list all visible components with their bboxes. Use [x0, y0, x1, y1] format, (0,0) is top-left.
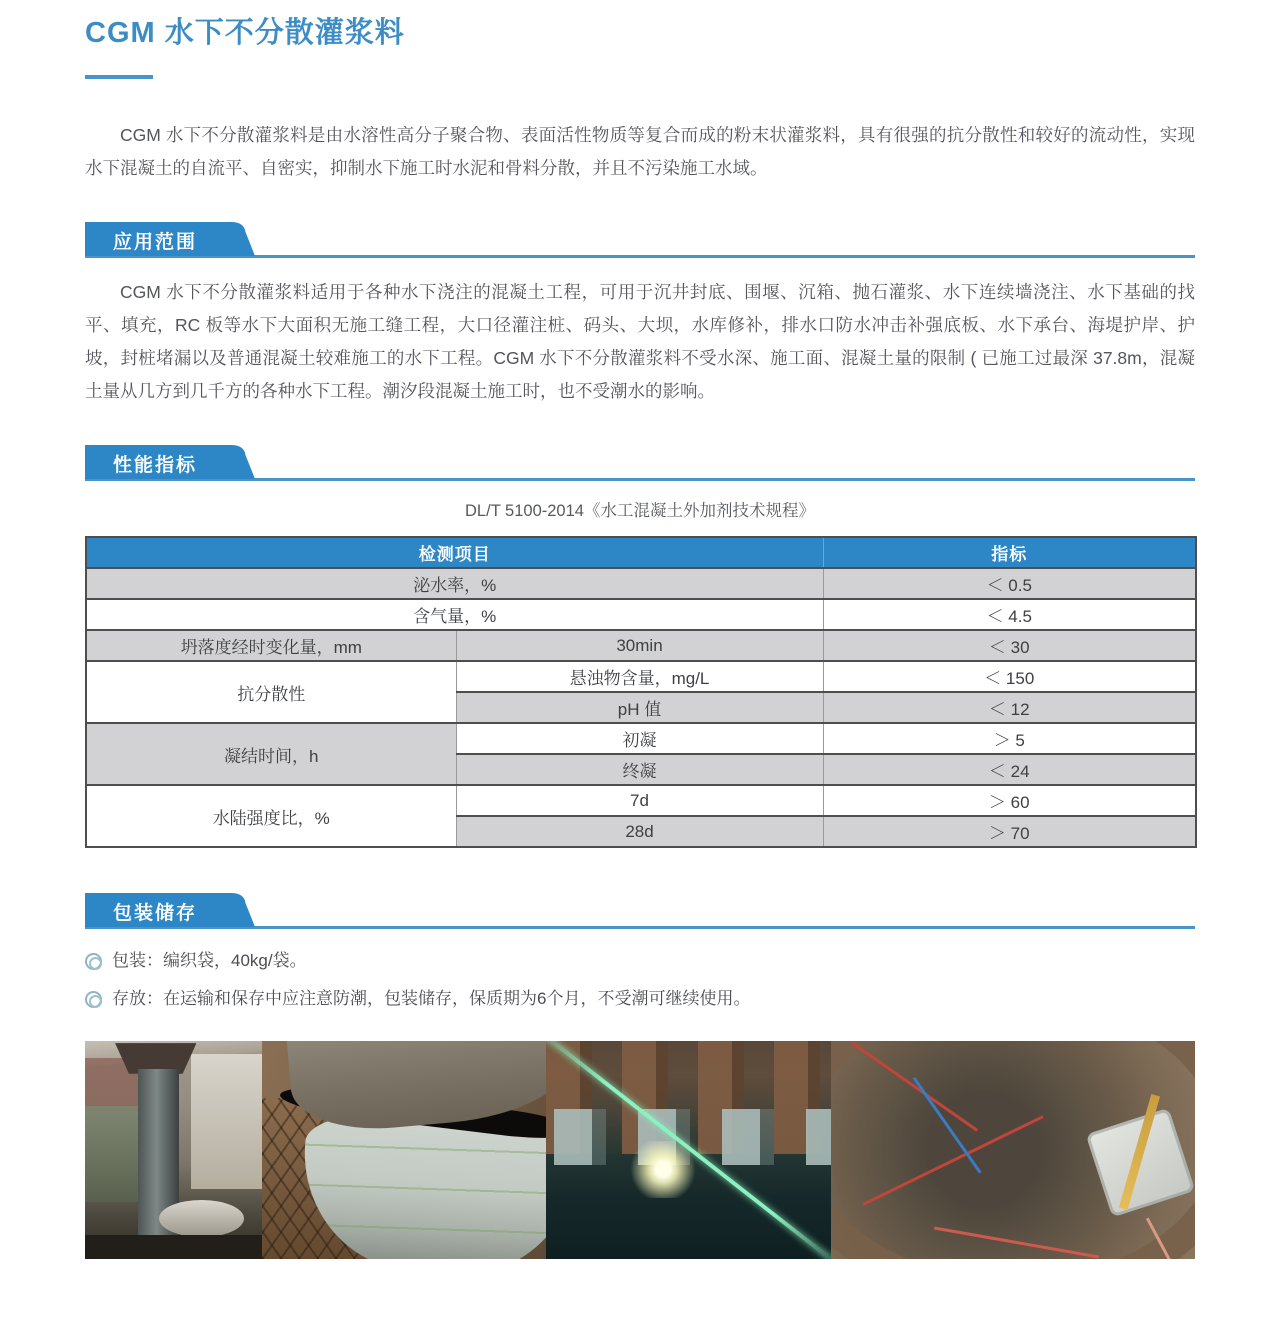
section-header-application	[85, 221, 1195, 258]
table-header-value: 指标	[823, 537, 1196, 568]
performance-table	[85, 536, 1197, 848]
packaging-bullet-list	[85, 949, 1195, 1011]
table-cell: ＜ 24	[823, 754, 1196, 785]
application-paragraph: CGM 水下不分散灌浆料适用于各种水下浇注的混凝土工程，可用于沉井封底、围堰、沉箱、抛石灌浆、水下连续墙浇注、水下基础的找平、填充，RC 板等水下大面积无施工缝工程，大口径灌注桩、码头、大坝，水库修补，排水口防水冲击补强底板、水下承台、海堤护岸、护坡，封桩堵漏以及普通混凝土较难施工的水下工程。CGM 水下不分散灌浆料不受水深、施工面、混凝土量的限制 ( 已施工过最深 37.8m，混凝土量从几方到几千方的各种水下工程。潮汐段混凝土施工时，也不受潮水的影响。	[85, 282, 1195, 401]
photo-caisson-mud-cables	[831, 1041, 1195, 1259]
section-badge-performance	[85, 445, 255, 479]
table-cell: 含气量，%	[86, 599, 823, 630]
section-title-performance: 性能指标	[113, 455, 198, 476]
photo-underwater-piers-laser	[546, 1041, 831, 1259]
table-cell: ＜ 12	[823, 692, 1196, 723]
table-cell: 泌水率，%	[86, 568, 823, 599]
list-item	[85, 949, 1195, 973]
table-cell: ＜ 0.5	[823, 568, 1196, 599]
table-row	[86, 568, 1196, 599]
table-cell: 坍落度经时变化量，mm	[86, 630, 456, 661]
section-header-performance	[85, 444, 1195, 481]
photo-pile-jacket-repair	[262, 1041, 546, 1259]
table-cell: 初凝	[456, 723, 823, 754]
table-cell: 水陆强度比，%	[86, 785, 456, 847]
table-header-row	[86, 537, 1196, 568]
table-row	[86, 599, 1196, 630]
bullet-text: 存放：在运输和保存中应注意防潮，包装储存，保质期为6个月，不受潮可继续使用。	[112, 989, 751, 1008]
photo-shape	[85, 1235, 262, 1259]
table-header-item: 检测项目	[86, 537, 823, 568]
photo-strip	[85, 1041, 1195, 1259]
table-cell: ＞ 70	[823, 816, 1196, 847]
page-title: CGM 水下不分散灌浆料	[85, 17, 405, 49]
table-cell: 凝结时间，h	[86, 723, 456, 785]
bullet-text: 包装：编织袋，40kg/袋。	[112, 951, 307, 970]
table-row	[86, 785, 1196, 816]
ring-bullet-icon	[85, 991, 102, 1008]
table-cell: pH 值	[456, 692, 823, 723]
section-title-packaging: 包装储存	[113, 903, 198, 924]
ring-bullet-icon	[85, 953, 102, 970]
section-badge-packaging	[85, 893, 255, 927]
photo-shape	[159, 1200, 244, 1237]
intro-paragraph: CGM 水下不分散灌浆料是由水溶性高分子聚合物、表面活性物质等复合而成的粉末状灌浆料，具有很强的抗分散性和较好的流动性，实现水下混凝土的自流平、自密实，抑制水下施工时水泥和骨料分散，并且不污染施工水域。	[85, 125, 1195, 178]
table-row	[86, 630, 1196, 661]
table-cell: ＜ 150	[823, 661, 1196, 692]
table-cell: ＞ 60	[823, 785, 1196, 816]
table-cell: 30min	[456, 630, 823, 661]
table-cell: 7d	[456, 785, 823, 816]
table-row	[86, 661, 1196, 692]
table-cell: ＜ 30	[823, 630, 1196, 661]
photo-pier-pipe-grouting	[85, 1041, 262, 1259]
photo-shape	[85, 1106, 142, 1202]
section-header-packaging	[85, 892, 1195, 929]
table-cell: ＞ 5	[823, 723, 1196, 754]
table-cell: 悬浊物含量，mg/L	[456, 661, 823, 692]
section-badge-application	[85, 222, 255, 256]
table-cell: 28d	[456, 816, 823, 847]
table-row	[86, 723, 1196, 754]
photo-shape	[191, 1054, 262, 1189]
section-title-application: 应用范围	[113, 232, 198, 253]
table-cell: 抗分散性	[86, 661, 456, 723]
table-cell: 终凝	[456, 754, 823, 785]
table-cell: ＜ 4.5	[823, 599, 1196, 630]
list-item	[85, 987, 1195, 1011]
standard-caption: DL/T 5100-2014《水工混凝土外加剂技术规程》	[465, 502, 815, 520]
title-underline	[85, 75, 153, 79]
